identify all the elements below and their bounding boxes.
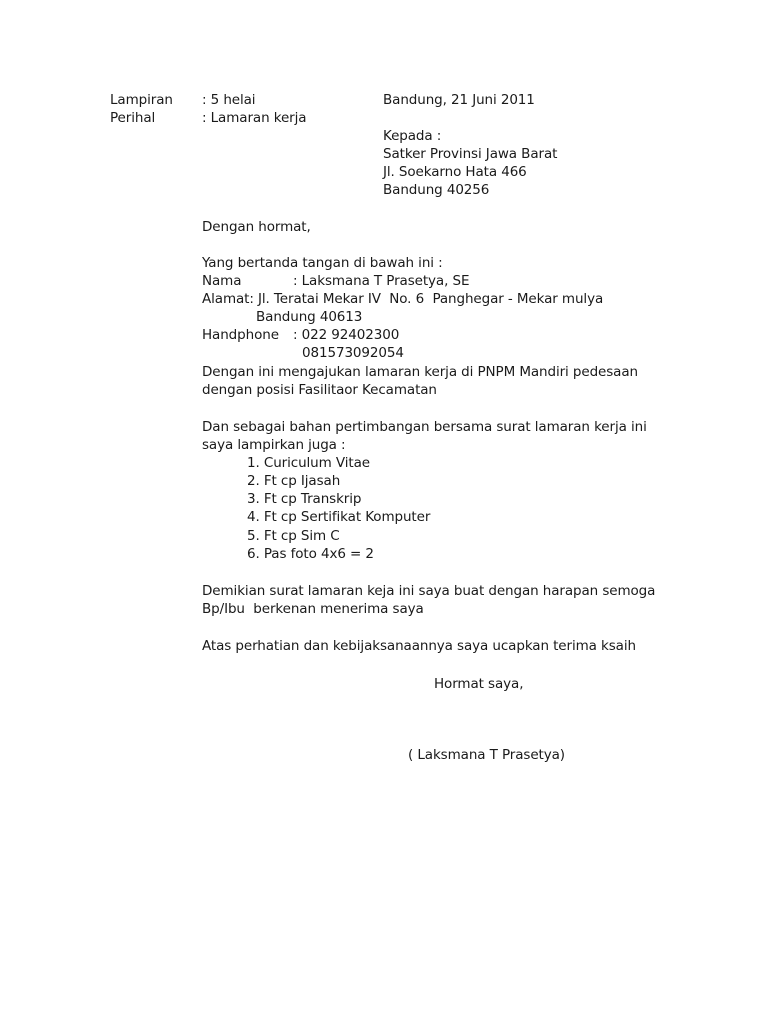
- consider-line-2: saya lampirkan juga :: [202, 437, 346, 453]
- nama-value: : Laksmana T Prasetya, SE: [293, 273, 470, 289]
- greeting: Dengan hormat,: [202, 219, 311, 235]
- attachment-item: 4. Ft cp Sertifikat Komputer: [247, 509, 431, 525]
- attachment-item: 6. Pas foto 4x6 = 2: [247, 546, 374, 562]
- apply-line-2: dengan posisi Fasilitaor Kecamatan: [202, 382, 437, 398]
- place-date: Bandung, 21 Juni 2011: [383, 92, 535, 108]
- thanks-line: Atas perhatian dan kebijaksanaannya saya ucapkan terima ksaih: [202, 638, 636, 654]
- nama-label: Nama: [202, 273, 242, 289]
- closing-line-1: Demikian surat lamaran keja ini saya buat dengan harapan semoga: [202, 583, 656, 599]
- signature-salutation: Hormat saya,: [434, 676, 524, 692]
- attachment-item: 5. Ft cp Sim C: [247, 528, 340, 544]
- consider-line-1: Dan sebagai bahan pertimbangan bersama surat lamaran kerja ini: [202, 419, 647, 435]
- lampiran-label: Lampiran: [110, 92, 173, 108]
- handphone-label: Handphone: [202, 327, 279, 343]
- intro-text: Yang bertanda tangan di bawah ini :: [202, 255, 443, 271]
- recipient-line-2: Jl. Soekarno Hata 466: [383, 164, 527, 180]
- signature-name: ( Laksmana T Prasetya): [408, 747, 565, 763]
- alamat-line-2: Bandung 40613: [256, 309, 363, 325]
- recipient-line-3: Bandung 40256: [383, 182, 490, 198]
- recipient-kepada: Kepada :: [383, 128, 442, 144]
- recipient-line-1: Satker Provinsi Jawa Barat: [383, 146, 558, 162]
- handphone-value-1: : 022 92402300: [293, 327, 400, 343]
- closing-line-2: Bp/Ibu berkenan menerima saya: [202, 601, 424, 617]
- attachment-item: 3. Ft cp Transkrip: [247, 491, 362, 507]
- perihal-label: Perihal: [110, 110, 156, 126]
- lampiran-value: : 5 helai: [202, 92, 256, 108]
- attachment-item: 2. Ft cp Ijasah: [247, 473, 341, 489]
- apply-line-1: Dengan ini mengajukan lamaran kerja di PNPM Mandiri pedesaan: [202, 364, 638, 380]
- alamat-line-1: Alamat: Jl. Teratai Mekar IV No. 6 Panghegar - Mekar mulya: [202, 291, 604, 307]
- attachment-item: 1. Curiculum Vitae: [247, 455, 370, 471]
- handphone-value-2: 081573092054: [302, 345, 404, 361]
- perihal-value: : Lamaran kerja: [202, 110, 307, 126]
